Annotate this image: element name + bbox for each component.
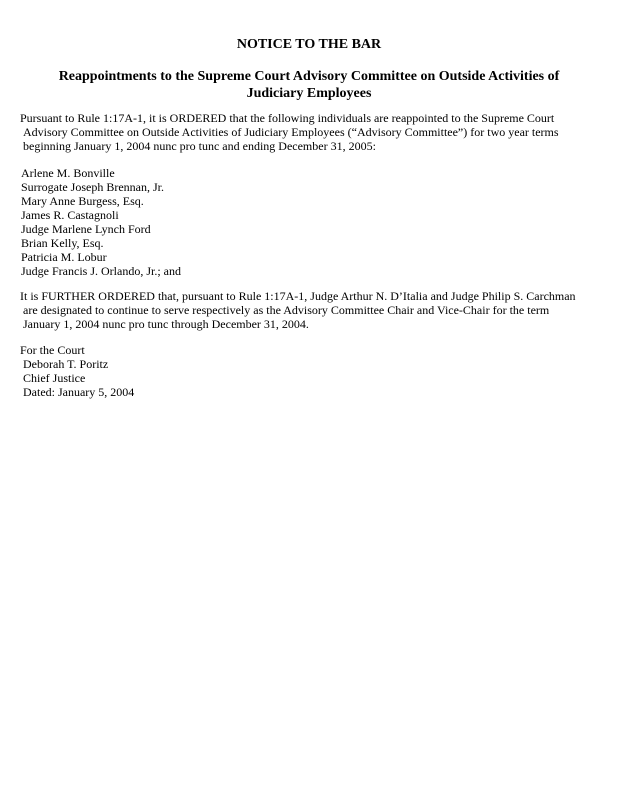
further-order-paragraph (20, 289, 610, 331)
appointee-list (21, 166, 611, 278)
appointee-name: Brian Kelly, Esq. (21, 236, 104, 250)
appointee-name: Judge Francis J. Orlando, Jr.; and (21, 264, 181, 278)
signature-block (20, 343, 610, 399)
signature-line: Dated: January 5, 2004 (23, 385, 135, 399)
further-order-line: are designated to continue to serve respectively as the Advisory Committee Chair and Vice-Chair for the term (23, 303, 550, 317)
order-paragraph-line: Advisory Committee on Outside Activities of Judiciary Employees (“Advisory Committee”) for two year terms (23, 125, 559, 139)
signature-line: Deborah T. Poritz (23, 357, 109, 371)
page-title: NOTICE TO THE BAR (236, 37, 382, 52)
appointee-name: James R. Castagnoli (21, 208, 119, 222)
signature-line: Chief Justice (23, 371, 86, 385)
further-order-line: January 1, 2004 nunc pro tunc through December 31, 2004. (23, 317, 309, 331)
signature-line: For the Court (20, 343, 85, 357)
appointee-name: Patricia M. Lobur (21, 250, 107, 264)
further-order-line: It is FURTHER ORDERED that, pursuant to Rule 1:17A-1, Judge Arthur N. D’Italia and Judge Philip S. Carchman (20, 289, 576, 303)
appointee-name: Mary Anne Burgess, Esq. (21, 194, 144, 208)
page-subtitle (0, 68, 618, 102)
order-paragraph-line: Pursuant to Rule 1:17A-1, it is ORDERED that the following individuals are reappointed to the Supreme Court (20, 111, 555, 125)
appointee-name: Surrogate Joseph Brennan, Jr. (21, 180, 164, 194)
order-paragraph (20, 111, 610, 153)
appointee-name: Judge Marlene Lynch Ford (21, 222, 151, 236)
order-paragraph-line: beginning January 1, 2004 nunc pro tunc and ending December 31, 2005: (23, 139, 376, 153)
subtitle-line: Reappointments to the Supreme Court Advisory Committee on Outside Activities of (58, 69, 560, 84)
appointee-name: Arlene M. Bonville (21, 166, 115, 180)
subtitle-line: Judiciary Employees (246, 86, 372, 101)
